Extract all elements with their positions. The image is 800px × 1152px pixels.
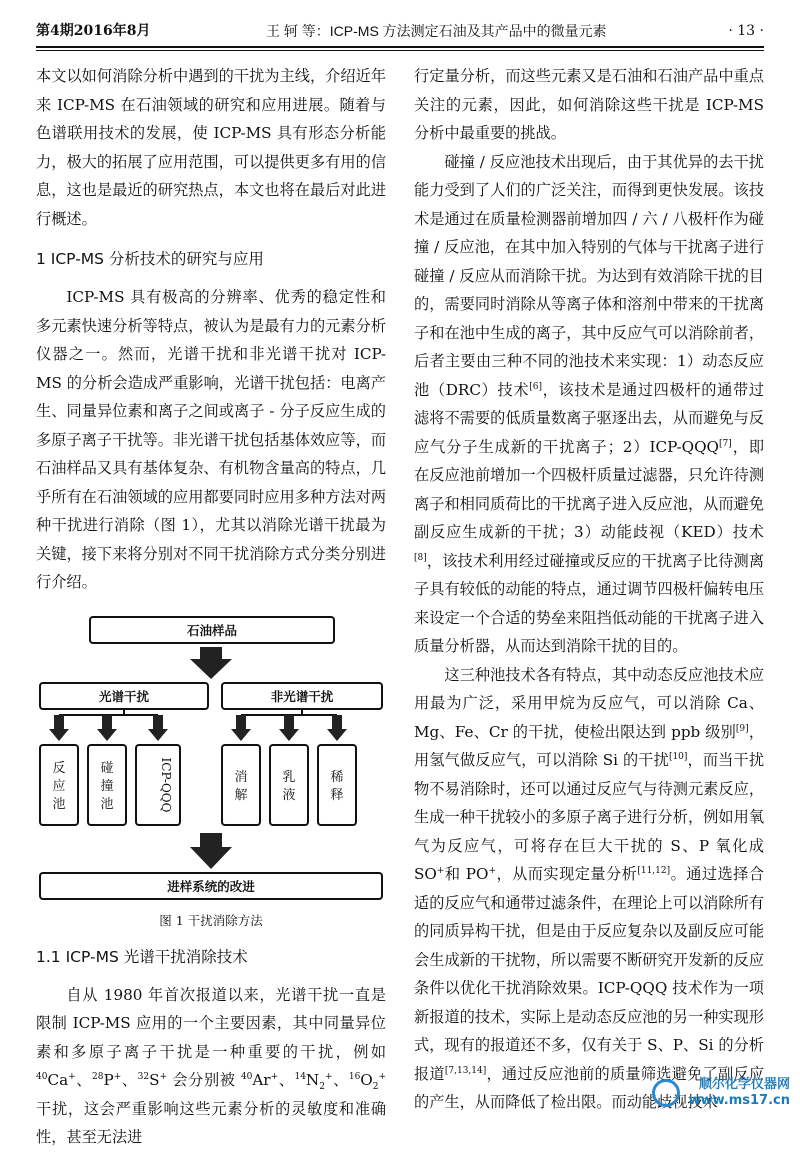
leaf-box-5 — [270, 745, 308, 825]
label-nonspectral: 非光谱干扰 — [270, 688, 334, 704]
section-heading-1-1: 1.1 ICP-MS 光谱干扰消除技术 — [36, 947, 248, 966]
leaf-label-6: 稀释 — [330, 769, 344, 803]
leaf-box-4 — [222, 745, 260, 825]
text-seg: 干扰，这会严重影响这些元素分析的灵敏度和准确性，甚至无法进 — [36, 1099, 386, 1146]
paragraph-continuation: 行定量分析，而这些元素又是石油和石油产品中重点关注的元素，因此，如何消除这些干扰是 ICP-MS 分析中最重要的挑战。 — [414, 67, 764, 142]
header-rule-thick — [36, 46, 764, 48]
charge-plus: + — [113, 1072, 122, 1082]
text-seg: ，即在反应池前增加一个四极杆质量过滤器，只允许待测离子和相同质荷比的干扰离子进入反应池，从而避免副反应生成新的干扰；3）动能歧视（KED）技术 — [414, 437, 765, 541]
element-symbol: P — [103, 1071, 114, 1089]
mass-number: 16 — [348, 1072, 361, 1082]
text-seg: ，而当干扰物不易消除时，还可以通过反应气与待测元素反应，生成一种干扰较小的多原子离子进行分析，例如用氧气为反应气，可将存在巨大干扰的 S、P 氧化成 SO — [414, 751, 765, 883]
page-number: · 13 · — [728, 23, 764, 39]
mass-number: 40 — [240, 1072, 253, 1082]
text-seg: 。通过选择合适的反应气和通带过滤条件，在理论上可以消除所有的同质异构干扰，但是由于反应复杂以及副反应可能会生成新的干扰物，所以需要不断研究开发新的反应条件以优化干扰消除效果。ICP-QQQ 技术作为一项新报道的技术，实际上是动态反应池的另一种实现形式，现有的报道还不多，仅有关于 S、P、Si 的分析报道 — [414, 865, 765, 1083]
label-petroleum-sample: 石油样品 — [186, 622, 238, 638]
paragraph-spectral-interference: 自从 1980 年首次报道以来，光谱干扰一直是限制 ICP-MS 应用的一个主要因素，其中同量异位素和多原子离子干扰是一种重要的干扰，例如$^{40}$Ca+、$^{28}$P+、$^{32}$S+ 会分别被 $^{40}$Ar+、$^{14}N_2^+$、$^{16}O_2^+$ 干扰，这会严重影响这些元素分析的灵敏度和准确性，甚至无法进 — [36, 985, 387, 1146]
subscript-2: 2 — [372, 1082, 379, 1093]
flowchart-diagram — [36, 609, 386, 909]
watermark-name: 顺尔化学仪器网 — [698, 1077, 790, 1092]
header-rule-thin — [36, 50, 764, 51]
section-heading-1: 1 ICP-MS 分析技术的研究与应用 — [36, 250, 264, 268]
citation: [6] — [529, 381, 542, 392]
leaf-box-6 — [318, 745, 356, 825]
citation: [10] — [668, 752, 688, 762]
leaf-label-1: 反应池 — [52, 760, 66, 812]
leaf-label-2: 碰撞池 — [100, 760, 114, 812]
subscript-2: 2 — [319, 1082, 325, 1093]
paragraph-three-cell-techniques — [414, 661, 764, 1117]
label-spectral: 光谱干扰 — [98, 688, 150, 704]
text-seg: ，用氢气做反应气，可以消除 Si 的干扰 — [414, 722, 765, 769]
running-title: 王 轲 等：ICP-MS 方法测定石油及其产品中的微量元素 — [266, 23, 607, 39]
citation: [7,13,14] — [444, 1065, 487, 1076]
watermark-logo-icon — [652, 1079, 680, 1107]
mass-number: 32 — [137, 1072, 150, 1082]
citation: [9] — [735, 723, 749, 734]
citation: [7] — [719, 438, 732, 449]
element-symbol: Ar — [252, 1071, 271, 1089]
figure-caption: 图 1 干扰消除方法 — [159, 912, 263, 928]
branch-arrows — [49, 715, 347, 741]
mass-number: 40 — [36, 1072, 48, 1082]
text-seg: ，从而实现定量分析 — [496, 865, 638, 883]
intro-paragraph: 本文以如何消除分析中遇到的干扰为主线，介绍近年来 ICP-MS 在石油领域的研究和应用进展。随着与色谱联用技术的发展，使 ICP-MS 具有形态分析能力，极大的拓展了应用范围，可以提供更多有用的信息，这也是最近的研究热点，本文也将在最后对此进行概述。 — [36, 67, 386, 228]
text-seg: ，该技术利用经过碰撞或反应的干扰离子比待测离子具有较低的动能的特点，通过调节四极杆偏转电压来设定一个合适的势垒来阻挡低动能的干扰离子进入质量分析器，从而达到消除干扰的目的。 — [414, 551, 764, 655]
running-header — [36, 20, 764, 42]
charge-plus: + — [324, 1072, 333, 1082]
text-seg: 碰撞 / 反应池技术出现后，由于其优异的去干扰能力受到了人们的广泛关注，而得到更快发展。该技术是通过在质量检测器前增加四 / 六 / 八极杆作为碰撞 / 反应池，在其中加入特别的气体与干扰离子进行碰撞 / 反应从而消除干扰。为达到有效消除干扰的目的，需要同时消除从等离子体和溶剂中带来的干扰离子和在池中生成的离子，其中反应气可以消除前者，后者主要由三种不同的池技术来实现：1）动态反应池（DRC）技术 — [414, 152, 764, 399]
element-symbol: N — [305, 1071, 320, 1089]
text-seg: 自从 1980 年首次报道以来，光谱干扰一直是限制 ICP-MS 应用的一个主要因素，其中同量异位素和多原子离子干扰是一种重要的干扰，例如 — [36, 985, 386, 1061]
text-seg: 会分别被 — [172, 1071, 236, 1089]
watermark — [689, 1077, 790, 1109]
citation: [11,12] — [637, 866, 671, 876]
text-seg: 和 PO — [444, 865, 489, 883]
element-symbol: Ca — [47, 1071, 69, 1089]
text-seg: ，通过反应池前的质量筛选避免了副反应的产生，从而降低了检出限。而动能歧视技术 — [414, 1064, 765, 1111]
charge-plus: + — [68, 1072, 76, 1082]
paragraph-icpms-overview: ICP-MS 具有极高的分辨率、优秀的稳定性和多元素快速分析等特点，被认为是最有力的元素分析仪器之一。然而，光谱干扰和非光谱干扰对 ICP-MS 的分析会造成严重影响，光谱干扰包括：电离产生、同量异位素和离子之间或离子 - 分子反应生成的多原子离子干扰等。非光谱干扰包括基体效应等，而石油样品又具有基体复杂、有机物含量高的特点，几乎所有在石油领域的应用都要同时应用多种方法对两种干扰进行消除（图 1），尤其以消除光谱干扰最为关键，接下来将分别对不同干扰消除方式分类分别进行介绍。 — [36, 288, 386, 591]
element-symbol: S — [149, 1071, 160, 1089]
right-column — [414, 62, 764, 1117]
issue-date: 第4期2016年8月 — [36, 23, 151, 39]
charge-plus: + — [159, 1072, 168, 1082]
leaf-label-4: 消解 — [234, 769, 248, 803]
text-seg: 这三种池技术各有特点，其中动态反应池技术应用最为广泛，采用甲烷为反应气，可以消除 Ca、Mg、Fe、Cr 的干扰，使检出限达到 ppb 级别 — [414, 665, 764, 741]
text-seg: ，该技术是通过四极杆的通带过滤将不需要的低质量数离子驱逐出去，从而避免与反应气分子生成新的干扰离子；2）ICP-QQQ — [414, 380, 765, 456]
charge-plus: + — [378, 1072, 387, 1082]
charge-plus: + — [488, 866, 497, 876]
figure-1 — [36, 609, 386, 909]
leaf-label-5: 乳液 — [282, 769, 296, 803]
left-column — [36, 62, 386, 1152]
element-symbol: O — [360, 1071, 373, 1089]
mass-number: 28 — [92, 1072, 104, 1082]
charge-plus: + — [436, 866, 445, 876]
charge-plus: + — [270, 1072, 279, 1082]
leaf-label-3: ICP-QQQ — [159, 757, 173, 812]
mass-number: 14 — [294, 1072, 306, 1082]
watermark-url: www.ms17.cn — [688, 1093, 790, 1108]
paragraph-collision-cell — [414, 148, 764, 661]
label-sample-intro: 进样系统的改进 — [167, 878, 255, 894]
citation: [8] — [414, 552, 427, 563]
